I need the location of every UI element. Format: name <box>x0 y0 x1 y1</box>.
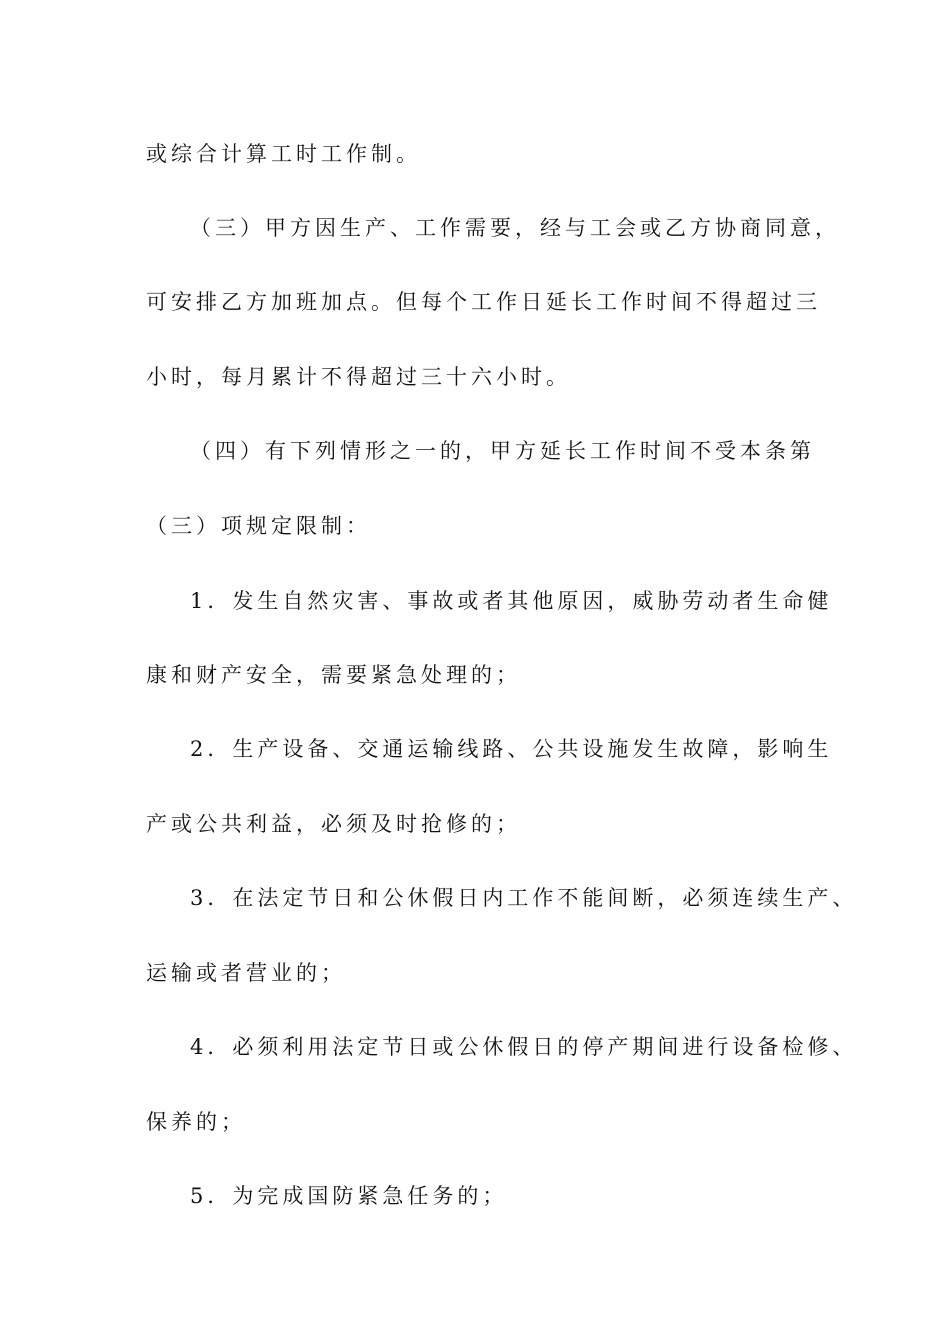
text-line: 保养的； <box>146 1110 246 1134</box>
text-line: 5．为完成国防紧急任务的； <box>190 1184 508 1208</box>
text-line: 3．在法定节日和公休假日内工作不能间断，必须连续生产、 <box>190 886 858 910</box>
text-line: 2．生产设备、交通运输线路、公共设施发生故障，影响生 <box>190 737 833 761</box>
text-line: 小时，每月累计不得超过三十六小时。 <box>146 365 571 389</box>
text-line: 可安排乙方加班加点。但每个工作日延长工作时间不得超过三 <box>146 290 821 314</box>
text-line: 或综合计算工时工作制。 <box>146 142 421 166</box>
text-line: （四）有下列情形之一的，甲方延长工作时间不受本条第 <box>190 439 815 463</box>
text-line: （三）甲方因生产、工作需要，经与工会或乙方协商同意， <box>190 216 840 240</box>
text-line: 1．发生自然灾害、事故或者其他原因，威胁劳动者生命健 <box>190 589 833 613</box>
text-line: 康和财产安全，需要紧急处理的； <box>146 663 521 687</box>
text-line: 产或公共利益，必须及时抢修的； <box>146 812 521 836</box>
text-line: （三）项规定限制： <box>146 514 371 538</box>
text-line: 4．必须利用法定节日或公休假日的停产期间进行设备检修、 <box>190 1035 858 1059</box>
text-line: 运输或者营业的； <box>146 961 346 985</box>
